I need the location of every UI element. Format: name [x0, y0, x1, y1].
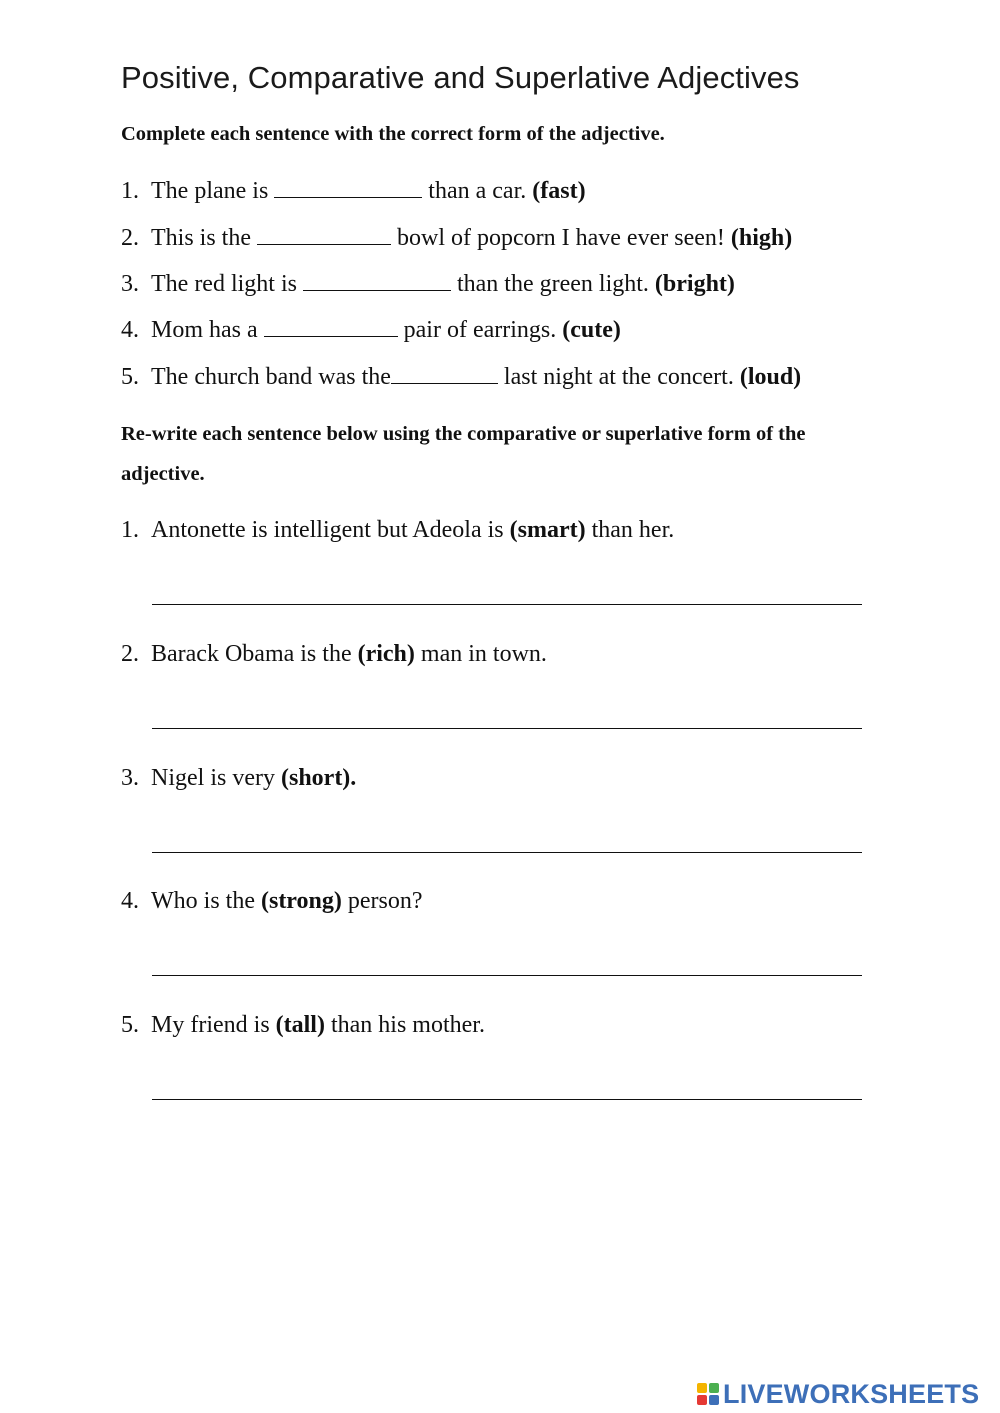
rewrite-answer-line-4[interactable]: [152, 975, 862, 976]
sentence-end: last night at the concert.: [497, 364, 740, 390]
adjective-hint: (cute): [562, 317, 621, 343]
fill-sentence-2: [121, 222, 792, 253]
item-number: 3.: [121, 271, 139, 297]
logo-square: [697, 1395, 707, 1405]
sentence-start: Who is the: [151, 888, 261, 914]
logo-text: LIVEWORKSHEETS: [723, 1378, 980, 1409]
rewrite-answer-line-2[interactable]: [152, 728, 862, 729]
adjective-hint: (loud): [739, 364, 802, 390]
sentence-end: than her.: [585, 517, 675, 543]
logo-square: [709, 1383, 719, 1393]
rewrite-sentence-4: [121, 886, 423, 916]
sentence-start: My friend is: [151, 1012, 276, 1038]
sentence-start: Nigel is very: [151, 765, 281, 791]
sentence-start: The plane is: [151, 178, 275, 204]
sentence-start: Antonette is intelligent but Adeola is: [151, 517, 510, 543]
section1-instruction: Complete each sentence with the correct form of the adjective.: [121, 123, 665, 145]
adjective-hint: (short).: [280, 765, 357, 791]
item-number: 3.: [121, 765, 139, 791]
sentence-end: person?: [341, 888, 423, 914]
sentence-start: This is the: [151, 225, 257, 251]
sentence-end: pair of earrings.: [397, 317, 563, 343]
adjective-hint: (rich): [357, 641, 415, 667]
rewrite-sentence-3: [121, 763, 356, 793]
fill-sentence-1: [121, 175, 586, 206]
item-number: 2.: [121, 641, 139, 667]
sentence-end: bowl of popcorn I have ever seen!: [391, 225, 731, 251]
answer-blank[interactable]: [303, 268, 451, 291]
item-number: 5.: [121, 1012, 139, 1038]
sentence-end: man in town.: [414, 641, 547, 667]
sentence-start: Mom has a: [151, 317, 264, 343]
item-number: 1.: [121, 178, 139, 204]
adjective-hint: (smart): [509, 517, 586, 543]
sentence-start: The red light is: [151, 271, 303, 297]
rewrite-answer-line-3[interactable]: [152, 852, 862, 853]
adjective-hint: (tall): [275, 1012, 325, 1038]
item-number: 4.: [121, 317, 139, 343]
item-number: 5.: [121, 364, 139, 390]
item-number: 1.: [121, 517, 139, 543]
sentence-start: Barack Obama is the: [151, 641, 358, 667]
adjective-hint: (bright): [654, 271, 735, 297]
fill-sentence-3: [121, 268, 735, 299]
item-number: 4.: [121, 888, 139, 914]
answer-blank[interactable]: [274, 175, 422, 198]
liveworksheets-logo-icon: [697, 1383, 719, 1405]
sentence-end: than the green light.: [450, 271, 655, 297]
sentence-end: than his mother.: [324, 1012, 485, 1038]
rewrite-answer-line-1[interactable]: [152, 604, 862, 605]
adjective-hint: (fast): [532, 178, 586, 204]
item-number: 2.: [121, 225, 139, 251]
sentence-end: than a car.: [422, 178, 533, 204]
section2-instruction: Re-write each sentence below using the comparative or superlative form of the adjective.: [121, 423, 806, 485]
page-title: Positive, Comparative and Superlative Adjectives: [121, 60, 800, 95]
adjective-hint: (high): [730, 225, 793, 251]
logo-square: [697, 1383, 707, 1393]
fill-sentence-4: [121, 314, 621, 345]
answer-blank[interactable]: [391, 361, 498, 384]
rewrite-sentence-2: [121, 639, 547, 669]
rewrite-sentence-1: [121, 515, 674, 545]
answer-blank[interactable]: [257, 222, 391, 245]
sentence-start: The church band was the: [151, 364, 391, 390]
adjective-hint: (strong): [260, 888, 342, 914]
answer-blank[interactable]: [264, 314, 398, 337]
rewrite-answer-line-5[interactable]: [152, 1099, 862, 1100]
fill-sentence-5: [121, 361, 801, 392]
rewrite-sentence-5: [121, 1010, 485, 1040]
liveworksheets-logo: [697, 1378, 979, 1410]
logo-square: [709, 1395, 719, 1405]
